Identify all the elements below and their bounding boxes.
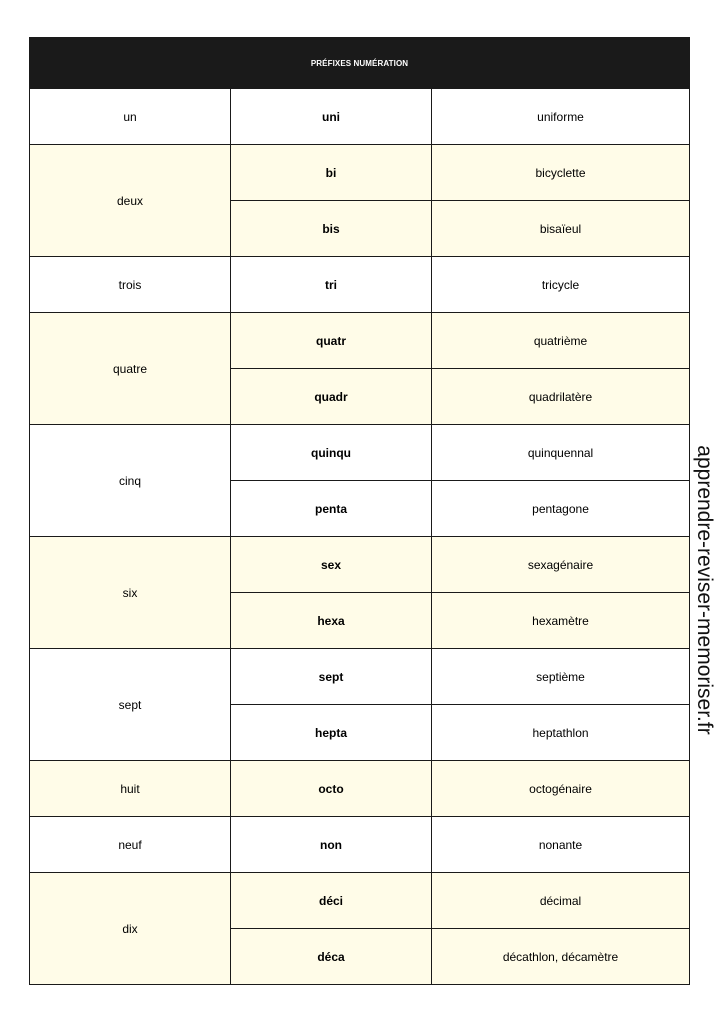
prefix-cell: bi	[231, 145, 432, 201]
example-cell: nonante	[432, 817, 690, 873]
example-cell: hexamètre	[432, 593, 690, 649]
number-word-cell: dix	[30, 873, 231, 985]
table-row	[30, 89, 690, 145]
prefix-cell: octo	[231, 761, 432, 817]
number-word-cell: neuf	[30, 817, 231, 873]
example-cell: pentagone	[432, 481, 690, 537]
table-row	[30, 873, 690, 929]
table-row	[30, 761, 690, 817]
number-word-cell: trois	[30, 257, 231, 313]
prefix-table	[29, 37, 690, 985]
prefix-cell: hepta	[231, 705, 432, 761]
prefix-cell: sex	[231, 537, 432, 593]
example-cell: quadrilatère	[432, 369, 690, 425]
table-row	[30, 649, 690, 705]
site-watermark: apprendre-reviser-memoriser.fr	[693, 445, 716, 735]
table-row	[30, 425, 690, 481]
prefix-cell: quinqu	[231, 425, 432, 481]
number-word-cell: quatre	[30, 313, 231, 425]
prefix-cell: quadr	[231, 369, 432, 425]
prefix-cell: penta	[231, 481, 432, 537]
table-body	[30, 38, 690, 985]
prefix-cell: hexa	[231, 593, 432, 649]
number-word-cell: six	[30, 537, 231, 649]
prefix-cell: tri	[231, 257, 432, 313]
table-row	[30, 145, 690, 201]
example-cell: bisaïeul	[432, 201, 690, 257]
example-cell: septième	[432, 649, 690, 705]
table-header-row	[30, 38, 690, 89]
prefix-cell: déci	[231, 873, 432, 929]
prefix-cell: sept	[231, 649, 432, 705]
example-cell: quatrième	[432, 313, 690, 369]
example-cell: sexagénaire	[432, 537, 690, 593]
table-row	[30, 313, 690, 369]
number-word-cell: cinq	[30, 425, 231, 537]
example-cell: tricycle	[432, 257, 690, 313]
example-cell: heptathlon	[432, 705, 690, 761]
prefix-cell: uni	[231, 89, 432, 145]
table-row	[30, 537, 690, 593]
prefix-cell: déca	[231, 929, 432, 985]
table-row	[30, 257, 690, 313]
table-title: PRÉFIXES NUMÉRATION	[30, 38, 690, 89]
example-cell: octogénaire	[432, 761, 690, 817]
example-cell: quinquennal	[432, 425, 690, 481]
number-word-cell: sept	[30, 649, 231, 761]
example-cell: bicyclette	[432, 145, 690, 201]
example-cell: décathlon, décamètre	[432, 929, 690, 985]
example-cell: décimal	[432, 873, 690, 929]
number-word-cell: deux	[30, 145, 231, 257]
number-word-cell: huit	[30, 761, 231, 817]
number-word-cell: un	[30, 89, 231, 145]
prefix-cell: quatr	[231, 313, 432, 369]
prefix-cell: non	[231, 817, 432, 873]
prefix-cell: bis	[231, 201, 432, 257]
table-row	[30, 817, 690, 873]
example-cell: uniforme	[432, 89, 690, 145]
